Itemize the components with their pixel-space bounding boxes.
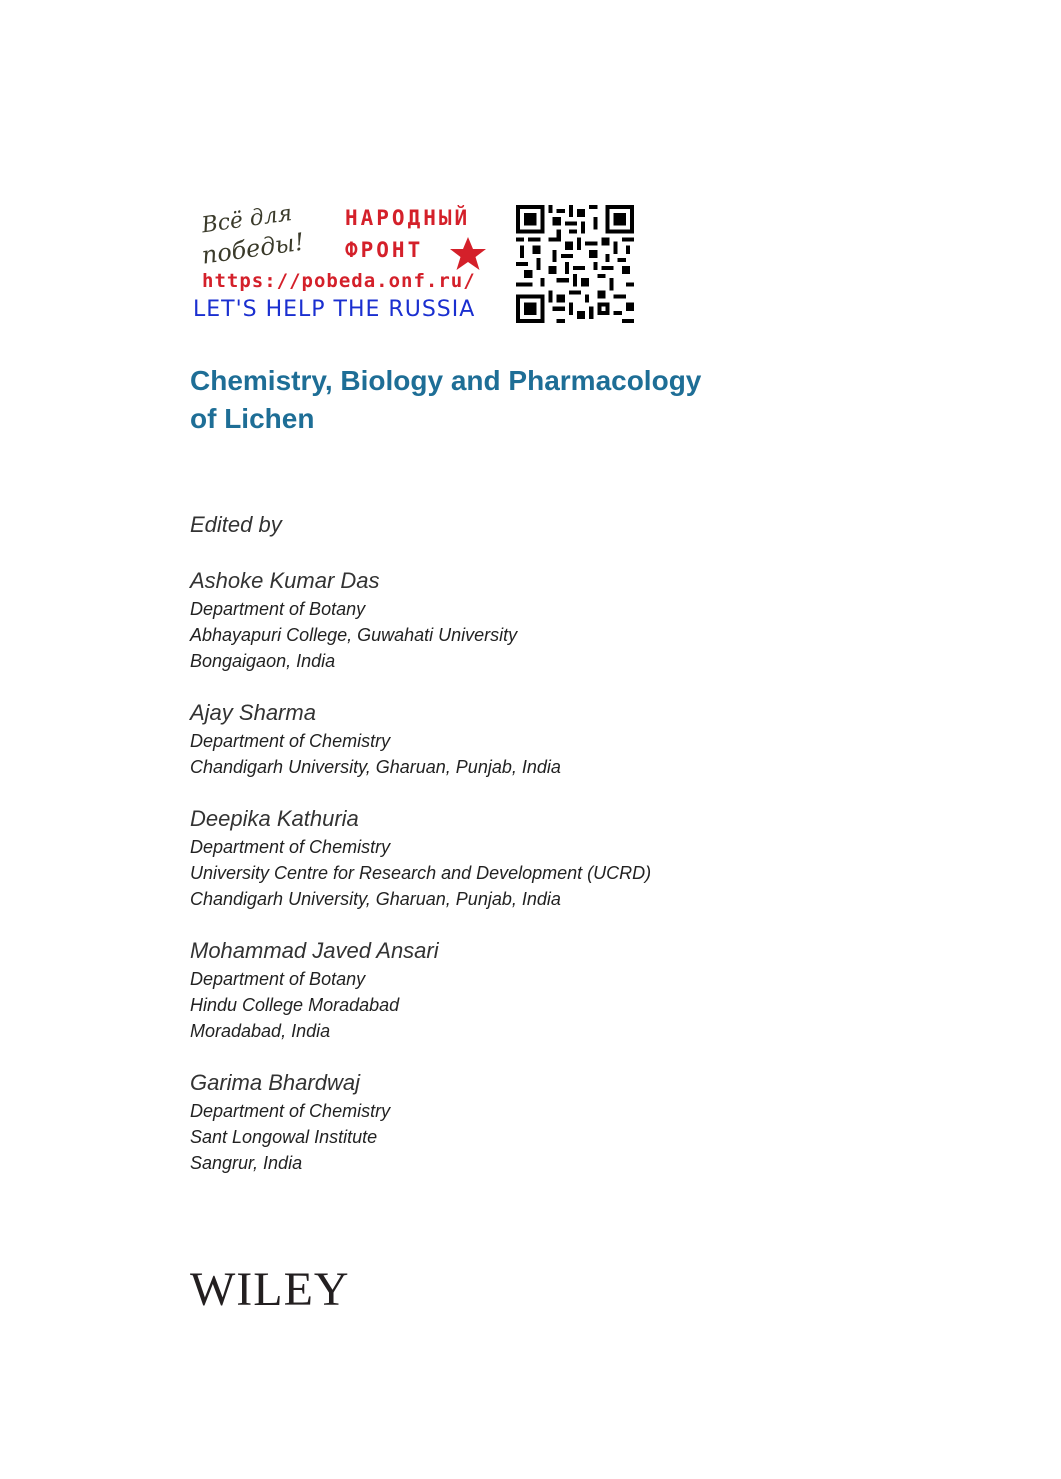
editor-entry [190, 804, 890, 912]
qr-code-icon[interactable] [516, 205, 634, 323]
editor-affiliation-line: Chandigarh University, Gharuan, Punjab, India [190, 757, 561, 777]
book-title-line1: Chemistry, Biology and Pharmacology [190, 365, 702, 396]
editor-entry [190, 566, 890, 674]
star-icon [448, 236, 488, 272]
editor-affiliation-line: Moradabad, India [190, 1021, 331, 1041]
script-logo-line2: победы! [199, 227, 307, 270]
publisher-logo: WILEY [190, 1263, 350, 1316]
editor-affiliation-line: Sant Longowal Institute [190, 1127, 378, 1147]
editor-affiliation-line: Hindu College Moradabad [190, 995, 400, 1015]
editor-name: Ajay Sharma [190, 700, 316, 725]
editor-affiliation-line: Sangrur, India [190, 1153, 303, 1173]
edited-by-label: Edited by [190, 512, 282, 537]
editor-name: Mohammad Javed Ansari [190, 938, 439, 963]
editor-entry [190, 1068, 890, 1176]
editor-affiliation-line: Bongaigaon, India [190, 651, 336, 671]
editor-name: Garima Bhardwaj [190, 1070, 360, 1095]
org-front: ФРОНТ [345, 238, 424, 262]
editor-affiliation-line: Department of Chemistry [190, 731, 391, 751]
script-logo-line1: Всё для [200, 201, 294, 239]
banner-url[interactable]: https://pobeda.onf.ru/ [202, 270, 476, 292]
editor-affiliation-line: Department of Chemistry [190, 837, 391, 857]
book-title [190, 362, 890, 438]
editor-name: Ashoke Kumar Das [190, 568, 380, 593]
editor-affiliation-line: Department of Chemistry [190, 1101, 391, 1121]
editor-affiliation-line: University Centre for Research and Development (UCRD) [190, 863, 652, 883]
editor-affiliation-line: Abhayapuri College, Guwahati University [190, 625, 518, 645]
org-name: НАРОДНЫЙ [345, 206, 471, 230]
banner-slogan: LET'S HELP THE RUSSIA [193, 297, 476, 322]
editor-entry [190, 698, 890, 780]
editor-affiliation-line: Department of Botany [190, 969, 366, 989]
editor-affiliation-line: Department of Botany [190, 599, 366, 619]
editor-affiliation-line: Chandigarh University, Gharuan, Punjab, India [190, 889, 561, 909]
editor-name: Deepika Kathuria [190, 806, 359, 831]
editor-entry [190, 936, 890, 1044]
book-title-line2: of Lichen [190, 403, 315, 434]
promo-banner [190, 200, 635, 328]
